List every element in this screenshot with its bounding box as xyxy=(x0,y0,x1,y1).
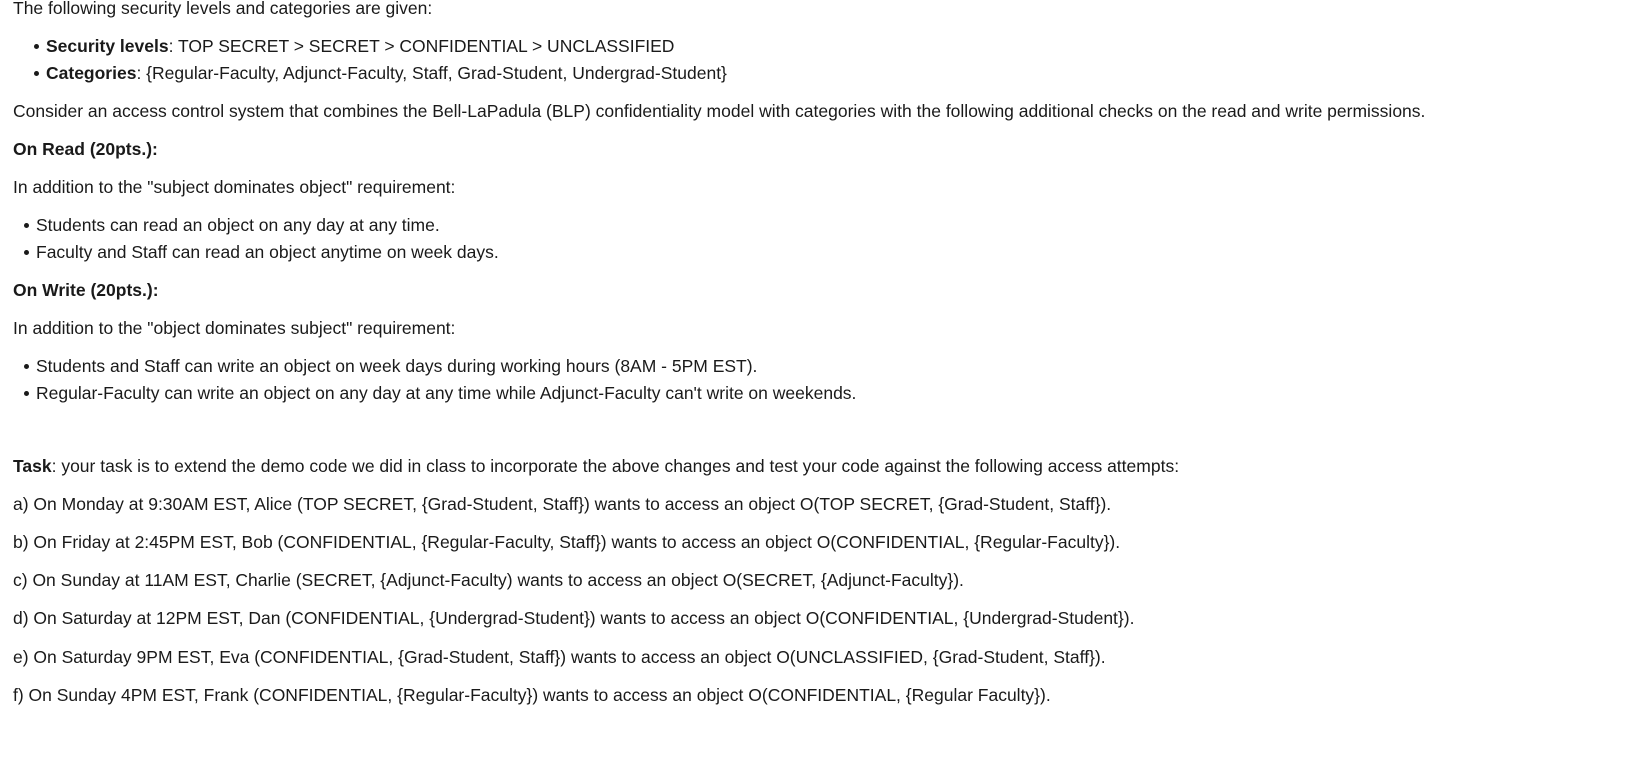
bullet-icon xyxy=(34,71,39,76)
given-text: : TOP SECRET > SECRET > CONFIDENTIAL > UNCLASSIFIED xyxy=(168,36,675,56)
read-rule: Students can read an object on any day at any time. xyxy=(36,215,440,235)
given-label: Categories xyxy=(46,63,137,83)
consider-text: Consider an access control system that combines the Bell-LaPadula (BLP) confidentiality model with categories with the following additional checks on the read and write permissions. xyxy=(13,101,1426,121)
given-item-categories xyxy=(46,62,727,84)
read-rule: Faculty and Staff can read an object anytime on week days. xyxy=(36,242,499,262)
read-lead: In addition to the "subject dominates object" requirement: xyxy=(13,177,456,197)
task-body: : your task is to extend the demo code we did in class to incorporate the above changes and test your code against the following access attempts: xyxy=(51,456,1180,476)
access-attempt-c: c) On Sunday at 11AM EST, Charlie (SECRET, {Adjunct-Faculty) wants to access an object O(SECRET, {Adjunct-Faculty}). xyxy=(13,570,964,590)
access-attempt-b: b) On Friday at 2:45PM EST, Bob (CONFIDENTIAL, {Regular-Faculty, Staff}) wants to access an object O(CONFIDENTIAL, {Regular-Faculty}). xyxy=(13,532,1121,552)
task-text xyxy=(13,455,1179,477)
bullet-icon xyxy=(24,223,29,228)
bullet-icon xyxy=(34,44,39,49)
bullet-icon xyxy=(24,364,29,369)
write-lead: In addition to the "object dominates subject" requirement: xyxy=(13,318,456,338)
given-label: Security levels xyxy=(46,36,169,56)
access-attempt-e: e) On Saturday 9PM EST, Eva (CONFIDENTIAL, {Grad-Student, Staff}) wants to access an object O(UNCLASSIFIED, {Grad-Student, Staff}). xyxy=(13,647,1106,667)
access-attempt-d: d) On Saturday at 12PM EST, Dan (CONFIDENTIAL, {Undergrad-Student}) wants to access an object O(CONFIDENTIAL, {Undergrad-Student}). xyxy=(13,608,1135,628)
write-rule: Students and Staff can write an object on week days during working hours (8AM - 5PM EST). xyxy=(36,356,758,376)
given-item-security-levels xyxy=(46,35,674,57)
write-rule: Regular-Faculty can write an object on any day at any time while Adjunct-Faculty can't write on weekends. xyxy=(36,383,857,403)
read-heading: On Read (20pts.): xyxy=(13,139,158,159)
access-attempt-a: a) On Monday at 9:30AM EST, Alice (TOP SECRET, {Grad-Student, Staff}) wants to access an object O(TOP SECRET, {Grad-Student, Staff}). xyxy=(13,494,1112,514)
bullet-icon xyxy=(24,391,29,396)
access-attempt-f: f) On Sunday 4PM EST, Frank (CONFIDENTIAL, {Regular-Faculty}) wants to access an object O(CONFIDENTIAL, {Regular Faculty}). xyxy=(13,685,1051,705)
bullet-icon xyxy=(24,250,29,255)
task-label: Task xyxy=(13,456,52,476)
given-text: : {Regular-Faculty, Adjunct-Faculty, Staff, Grad-Student, Undergrad-Student} xyxy=(136,63,727,83)
intro-text: The following security levels and categories are given: xyxy=(13,0,433,18)
write-heading: On Write (20pts.): xyxy=(13,280,159,300)
